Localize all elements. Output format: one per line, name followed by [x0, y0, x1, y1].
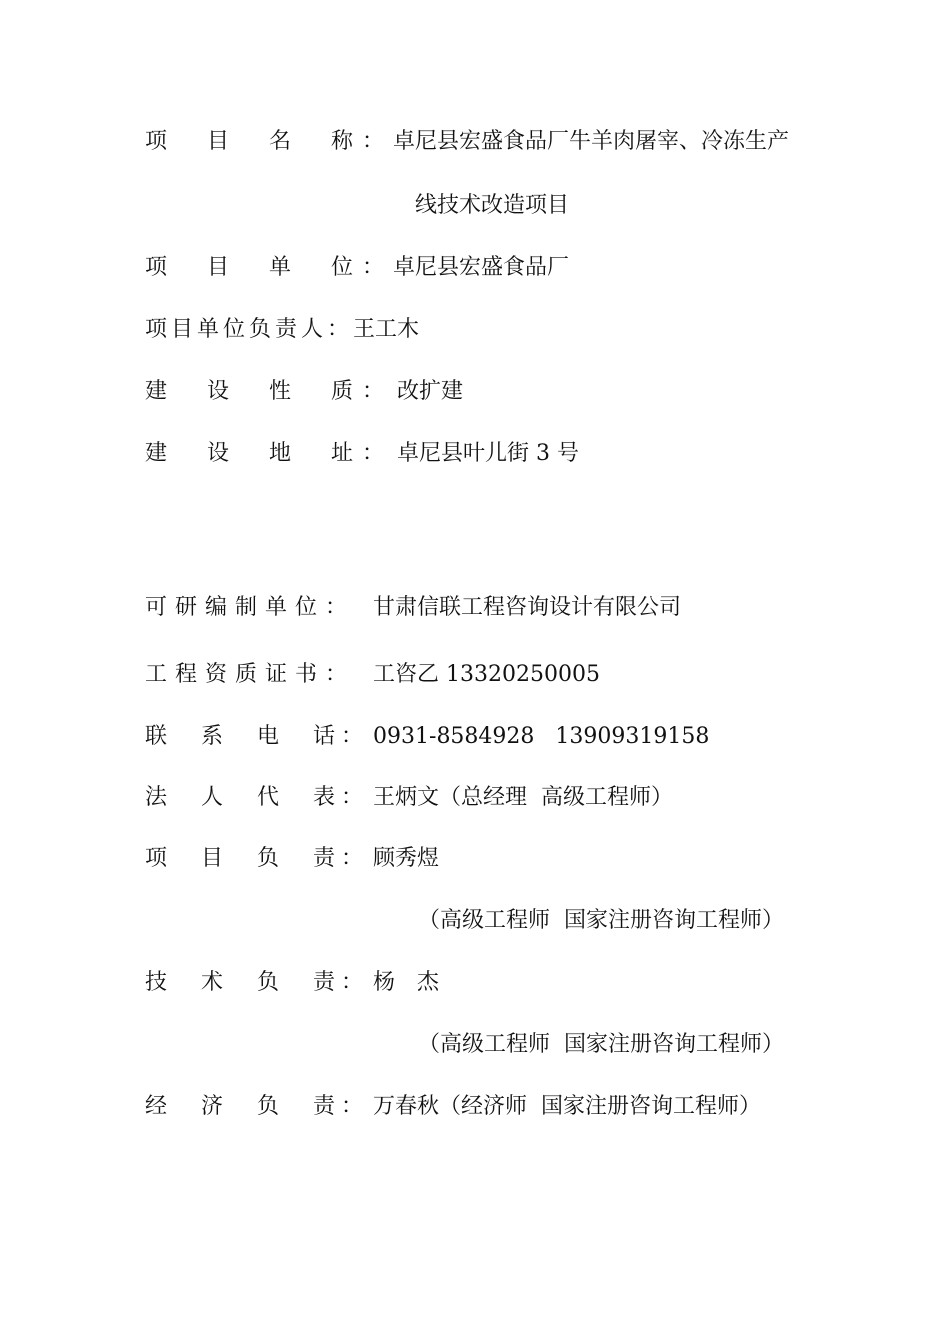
project-name-row [145, 126, 789, 158]
consult-cert-row [145, 659, 600, 691]
project-leader-row [145, 314, 419, 346]
construction-address-label: 建 设 地 址： [145, 441, 394, 466]
consult-tech-lead-value: 杨 杰 [373, 970, 440, 995]
consult-cert-label: 工程资质证书： [145, 662, 356, 687]
construction-nature-row [145, 376, 463, 408]
project-unit-row [145, 252, 569, 284]
consult-project-lead-title: （高级工程师 国家注册咨询工程师） [418, 908, 784, 933]
project-name-value: 卓尼县宏盛食品厂牛羊肉屠宰、冷冻生产 [393, 129, 790, 154]
consult-tech-lead-title: （高级工程师 国家注册咨询工程师） [418, 1032, 784, 1057]
consult-org-value: 甘肃信联工程咨询设计有限公司 [373, 595, 682, 620]
consult-legal-row [145, 782, 673, 814]
construction-address-value: 卓尼县叶儿街 3 号 [397, 441, 579, 466]
consult-phone-row [145, 721, 709, 753]
project-unit-value: 卓尼县宏盛食品厂 [393, 255, 570, 280]
consult-legal-value: 王炳文（总经理 高级工程师） [373, 785, 674, 810]
project-leader-label: 项目单位负责人： [145, 317, 354, 342]
consult-project-lead-value: 顾秀煜 [373, 846, 440, 871]
project-leader-value: 王工木 [353, 317, 420, 342]
construction-nature-value: 改扩建 [397, 379, 464, 404]
construction-address-row [145, 438, 579, 470]
consult-legal-label: 法 人 代 表： [145, 785, 370, 810]
consult-tech-lead-row [145, 967, 439, 999]
consult-project-lead-label: 项 目 负 责： [145, 846, 370, 871]
consult-org-label: 可研编制单位： [145, 595, 356, 620]
consult-project-lead-row [145, 843, 439, 875]
consult-cert-value: 工咨乙 13320250005 [373, 662, 600, 687]
project-name-continuation: 线技术改造项目 [415, 193, 570, 218]
consult-econ-lead-label: 经 济 负 责： [145, 1094, 370, 1119]
project-name-label: 项 目 名 称： [145, 129, 394, 154]
project-unit-label: 项 目 单 位： [145, 255, 394, 280]
consult-econ-lead-row [145, 1091, 761, 1123]
construction-nature-label: 建 设 性 质： [145, 379, 394, 404]
consult-phone-label: 联 系 电 话： [145, 724, 370, 749]
consult-econ-lead-value: 万春秋（经济师 国家注册咨询工程师） [373, 1094, 762, 1119]
consult-org-row [145, 592, 681, 624]
consult-phone-value: 0931-8584928 13909319158 [373, 724, 710, 749]
consult-tech-lead-label: 技 术 负 责： [145, 970, 370, 995]
